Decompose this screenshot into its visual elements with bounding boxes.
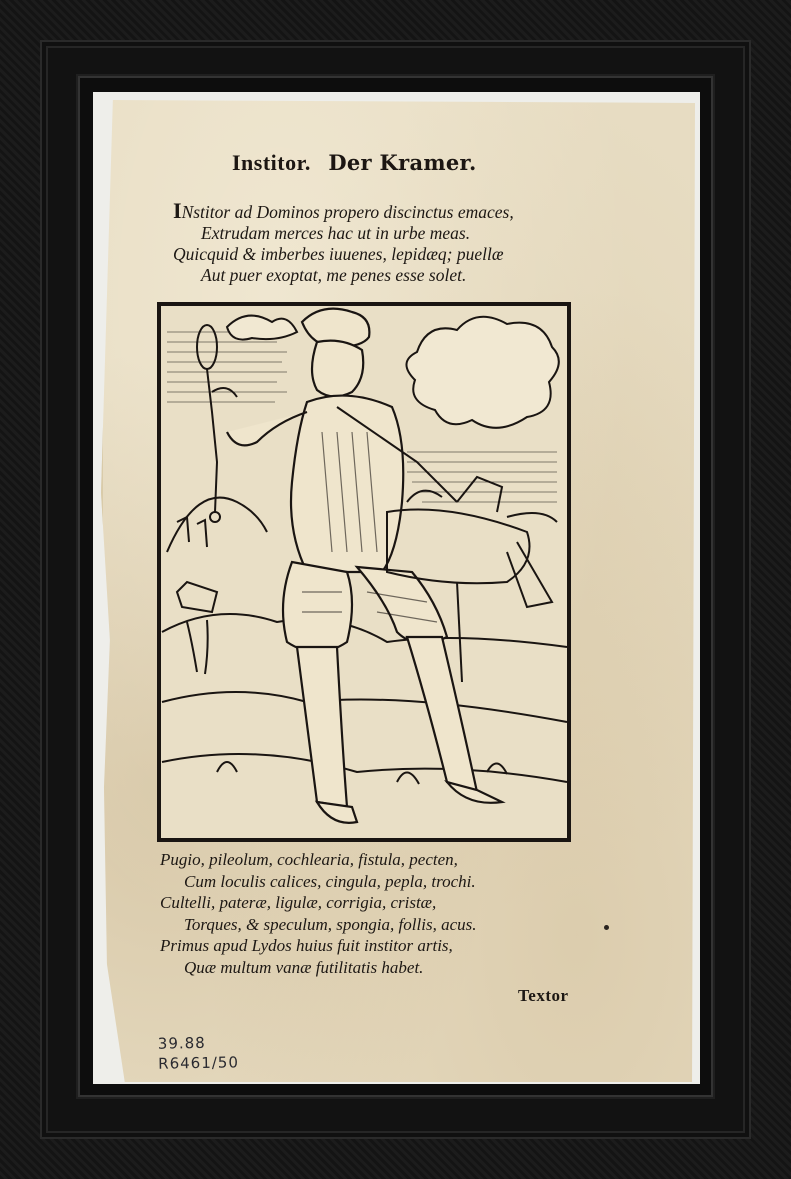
verse-line: Extrudam merces hac ut in urbe meas. — [201, 223, 471, 243]
title-latin: Institor. — [232, 150, 311, 175]
verse-bottom — [160, 849, 476, 978]
verse-line: Pugio, pileolum, cochlearia, fistula, pecten, — [160, 850, 458, 869]
title-german: Der Kramer. — [328, 150, 477, 175]
verse-line: Primus apud Lydos huius fuit institor artis, — [160, 936, 453, 955]
signature-textor: Textor — [518, 986, 569, 1005]
ink-dot — [604, 925, 609, 930]
accession-inscription — [158, 1032, 239, 1073]
woodcut-illustration — [157, 302, 571, 842]
inscription-line-2: R6461/50 — [158, 1053, 240, 1073]
verse-line: Quæ multum vanæ futilitatis habet. — [184, 957, 424, 977]
verse-line: Quicquid & imberbes iuuenes, lepidæq; puellæ — [173, 244, 504, 264]
verse-line: INstitor ad Dominos propero discinctus emaces, — [173, 198, 514, 223]
verse-top — [173, 200, 514, 286]
verse-line: Torques, & speculum, spongia, follis, acus. — [184, 914, 477, 934]
page-title — [232, 150, 532, 186]
inscription-line-1: 39.88 — [157, 1033, 206, 1053]
verse-line: Aut puer exoptat, me penes esse solet. — [201, 265, 467, 285]
verse-line: Cultelli, pateræ, ligulæ, corrigia, cristæ, — [160, 893, 437, 912]
verse-line: Cum loculis calices, cingula, pepla, trochi. — [184, 871, 476, 891]
